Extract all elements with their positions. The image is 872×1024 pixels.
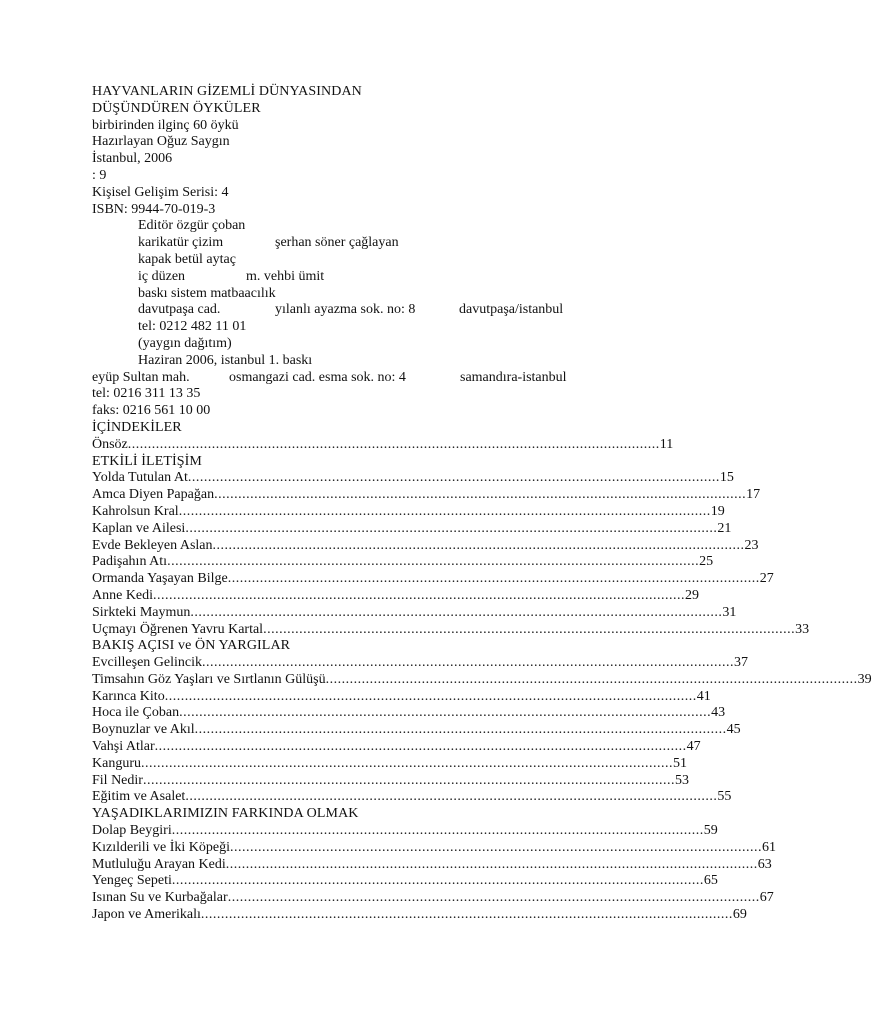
printer-address-road: yılanlı ayazma sok. no: 8 bbox=[275, 302, 416, 318]
toc-leader-dots: ..................................................................................................................................... bbox=[227, 571, 760, 587]
toc-entry-title: Amca Diyen Papağan bbox=[92, 487, 215, 503]
toc-entry-page: 15 bbox=[719, 470, 734, 486]
toc-entry-page: 67 bbox=[759, 890, 774, 906]
toc-leader-dots: ..................................................................................................................................... bbox=[185, 520, 718, 536]
toc-entry[interactable] bbox=[92, 856, 772, 874]
compiler: Hazırlayan Oğuz Saygın bbox=[92, 134, 230, 150]
book-title-line1: HAYVANLARIN GİZEMLİ DÜNYASINDAN bbox=[92, 84, 362, 99]
toc-entry-page: 45 bbox=[726, 722, 741, 738]
cover-credit: kapak betül aytaç bbox=[138, 251, 236, 267]
toc-entry-title: Sirkteki Maymun bbox=[92, 604, 191, 620]
toc-entry-title: Uçmayı Öğrenen Yavru Kartal bbox=[92, 621, 264, 637]
toc-entry-page: 19 bbox=[710, 503, 725, 519]
toc-entry-title: Evde Bekleyen Aslan bbox=[92, 537, 213, 553]
distributor-address-district: eyüp Sultan mah. bbox=[92, 369, 190, 385]
place-year: İstanbul, 2006 bbox=[92, 151, 173, 167]
distributor-fax: faks: 0216 561 10 00 bbox=[92, 403, 211, 419]
toc-leader-dots: ..................................................................................................................................... bbox=[141, 755, 673, 771]
toc-entry-title: Kanguru bbox=[92, 755, 141, 771]
toc-entry-page: 43 bbox=[711, 705, 726, 721]
toc-entry-title: Ormanda Yaşayan Bilge bbox=[92, 571, 228, 587]
toc-leader-dots: ..................................................................................................................................... bbox=[214, 487, 747, 503]
layout-name: m. vehbi ümit bbox=[246, 268, 325, 284]
printer-address-street: davutpaşa cad. bbox=[138, 302, 221, 318]
toc-leader-dots: ..................................................................................................................................... bbox=[142, 772, 675, 788]
toc-entry[interactable] bbox=[92, 907, 747, 924]
toc-entry-title: Anne Kedi bbox=[92, 587, 154, 603]
document-body bbox=[92, 84, 872, 924]
toc-leader-dots: ..................................................................................................................................... bbox=[194, 722, 727, 738]
toc-entry[interactable] bbox=[92, 839, 777, 857]
toc-entry[interactable] bbox=[92, 436, 674, 454]
cartoon-credit bbox=[92, 235, 712, 252]
toc-entry[interactable] bbox=[92, 772, 689, 790]
layout-label: iç düzen bbox=[138, 268, 186, 284]
toc-leader-dots: ..................................................................................................................................... bbox=[263, 621, 796, 637]
toc-entry-page: 41 bbox=[696, 688, 711, 704]
toc-entry-page: 63 bbox=[757, 856, 772, 872]
edition-line: Haziran 2006, istanbul 1. baskı bbox=[138, 352, 313, 368]
toc-leader-dots: ..................................................................................................................................... bbox=[225, 856, 758, 872]
toc-section-heading: YAŞADIKLARIMIZIN FARKINDA OLMAK bbox=[92, 806, 359, 822]
toc-leader-dots: ..................................................................................................................................... bbox=[230, 839, 763, 855]
distributor-address-street: osmangazi cad. esma sok. no: 4 bbox=[229, 369, 406, 385]
toc-entry[interactable] bbox=[92, 823, 718, 840]
toc-entry-title: Evcilleşen Gelincik bbox=[92, 655, 203, 671]
toc-entry[interactable] bbox=[92, 873, 718, 890]
toc-entry-title: Karınca Kito bbox=[92, 688, 165, 704]
distributor-address bbox=[92, 370, 712, 387]
toc-entry-page: 69 bbox=[732, 907, 747, 923]
toc-entry-page: 61 bbox=[762, 839, 777, 855]
toc-entry-page: 11 bbox=[659, 436, 674, 452]
toc-leader-dots: ..................................................................................................................................... bbox=[179, 705, 712, 721]
toc-entry[interactable] bbox=[92, 571, 774, 588]
distribution-note: (yaygın dağıtım) bbox=[138, 335, 232, 351]
distributor-phone: tel: 0216 311 13 35 bbox=[92, 386, 201, 402]
toc-leader-dots: ..................................................................................................................................... bbox=[178, 503, 711, 519]
toc-entry[interactable] bbox=[92, 503, 725, 521]
toc-leader-dots: ..................................................................................................................................... bbox=[171, 873, 704, 889]
toc-leader-dots: ..................................................................................................................................... bbox=[227, 890, 760, 906]
toc-entry-title: Yolda Tutulan At bbox=[92, 470, 188, 486]
toc-leader-dots: ..................................................................................................................................... bbox=[202, 655, 735, 671]
toc-entry-title: Yengeç Sepeti bbox=[92, 873, 172, 889]
toc-entry-page: 37 bbox=[734, 655, 749, 671]
toc-leader-dots: ..................................................................................................................................... bbox=[325, 671, 858, 687]
toc-entry-title: Eğitim ve Asalet bbox=[92, 789, 186, 805]
toc-entry[interactable] bbox=[92, 755, 687, 773]
series-line: Kişisel Gelişim Serisi: 4 bbox=[92, 184, 229, 200]
print-credit: baskı sistem matbaacılık bbox=[138, 285, 276, 301]
toc-entry[interactable] bbox=[92, 655, 749, 672]
toc-leader-dots: ..................................................................................................................................... bbox=[153, 587, 686, 603]
toc-entry-title: Kahrolsun Kral bbox=[92, 503, 179, 519]
toc-entry[interactable] bbox=[92, 705, 726, 722]
toc-entry[interactable] bbox=[92, 739, 701, 756]
toc-entry[interactable] bbox=[92, 587, 700, 605]
toc-sections bbox=[92, 453, 872, 924]
toc-entry-title: Isınan Su ve Kurbağalar bbox=[92, 890, 228, 906]
toc-entry[interactable] bbox=[92, 688, 711, 706]
toc-leader-dots: ..................................................................................................................................... bbox=[190, 604, 723, 620]
toc-entry[interactable] bbox=[92, 671, 872, 689]
toc-leader-dots: ..................................................................................................................................... bbox=[164, 688, 697, 704]
toc-entry[interactable] bbox=[92, 789, 732, 806]
toc-leader-dots: ..................................................................................................................................... bbox=[212, 537, 745, 553]
toc-section-heading: ETKİLİ İLETİŞİM bbox=[92, 453, 202, 469]
toc-entry[interactable] bbox=[92, 554, 714, 571]
toc-entry-page: 51 bbox=[673, 755, 687, 771]
distributor-address-city: samandıra-istanbul bbox=[460, 369, 567, 385]
toc-entry-title: Dolap Beygiri bbox=[92, 823, 172, 839]
toc-entry-page: 25 bbox=[699, 554, 714, 570]
editor-line: Editör özgür çoban bbox=[138, 218, 246, 234]
toc-entry-title: Önsöz bbox=[92, 436, 128, 452]
toc-entry-page: 65 bbox=[703, 873, 718, 889]
toc-entry-page: 33 bbox=[795, 621, 810, 637]
printer-address-city: davutpaşa/istanbul bbox=[459, 302, 564, 318]
toc-leader-dots: ..................................................................................................................................... bbox=[200, 907, 733, 923]
toc-entry-title: Mutluluğu Arayan Kedi bbox=[92, 856, 226, 872]
toc-leader-dots: ..................................................................................................................................... bbox=[154, 739, 687, 755]
toc-entry-title: Hoca ile Çoban bbox=[92, 705, 180, 721]
toc-entry[interactable] bbox=[92, 621, 810, 639]
isbn-line: ISBN: 9944-70-019-3 bbox=[92, 201, 216, 217]
toc-entry-page: 27 bbox=[759, 571, 774, 587]
toc-entry-title: Padişahın Atı bbox=[92, 554, 168, 570]
printer-address bbox=[92, 302, 712, 319]
toc-entry[interactable] bbox=[92, 487, 761, 504]
toc-entry-title: Kaplan ve Ailesi bbox=[92, 520, 186, 536]
printer-phone: tel: 0212 482 11 01 bbox=[138, 319, 247, 335]
toc-leader-dots: ..................................................................................................................................... bbox=[127, 436, 660, 452]
toc-entry[interactable] bbox=[92, 520, 732, 538]
toc-leader-dots: ..................................................................................................................................... bbox=[187, 470, 720, 486]
toc-leader-dots: ..................................................................................................................................... bbox=[167, 554, 700, 570]
cartoon-label: karikatür çizim bbox=[138, 235, 224, 251]
book-title-line2: DÜŞÜNDÜREN ÖYKÜLER bbox=[92, 100, 261, 116]
toc-entry-page: 23 bbox=[744, 537, 759, 553]
toc-heading: İÇİNDEKİLER bbox=[92, 419, 182, 435]
toc-entry-title: Timsahın Göz Yaşları ve Sırtlanın Gülüşü bbox=[92, 671, 326, 687]
toc-entry-page: 55 bbox=[717, 789, 732, 805]
toc-entry-page: 17 bbox=[746, 487, 761, 503]
toc-entry[interactable] bbox=[92, 470, 734, 487]
toc-entry-title: Boynuzlar ve Akıl bbox=[92, 722, 195, 738]
book-subtitle: birbirinden ilginç 60 öykü bbox=[92, 117, 239, 133]
toc-entry-page: 31 bbox=[722, 604, 737, 620]
toc-entry-page: 53 bbox=[674, 772, 689, 788]
toc-entry-page: 47 bbox=[686, 739, 701, 755]
toc-entry-title: Vahşi Atlar bbox=[92, 739, 155, 755]
toc-section-heading: BAKIŞ AÇISI ve ÖN YARGILAR bbox=[92, 638, 291, 654]
toc-entry-page: 39 bbox=[857, 671, 872, 687]
toc-leader-dots: ..................................................................................................................................... bbox=[185, 789, 718, 805]
toc-entry-title: Japon ve Amerikalı bbox=[92, 907, 201, 923]
toc-leader-dots: ..................................................................................................................................... bbox=[171, 823, 704, 839]
toc-entry-title: Fil Nedir bbox=[92, 772, 143, 788]
toc-entry-page: 21 bbox=[717, 520, 732, 536]
toc-entry-title: Kızılderili ve İki Köpeği bbox=[92, 839, 231, 855]
toc-entry[interactable] bbox=[92, 604, 737, 622]
toc-entry-page: 29 bbox=[685, 587, 700, 603]
toc-entry-page: 59 bbox=[703, 823, 718, 839]
toc-entry[interactable] bbox=[92, 722, 741, 739]
toc-entry[interactable] bbox=[92, 537, 759, 555]
layout-credit bbox=[92, 269, 712, 286]
cartoon-name: şerhan söner çağlayan bbox=[275, 235, 399, 251]
book-number: : 9 bbox=[92, 167, 107, 183]
toc-entry[interactable] bbox=[92, 890, 774, 907]
